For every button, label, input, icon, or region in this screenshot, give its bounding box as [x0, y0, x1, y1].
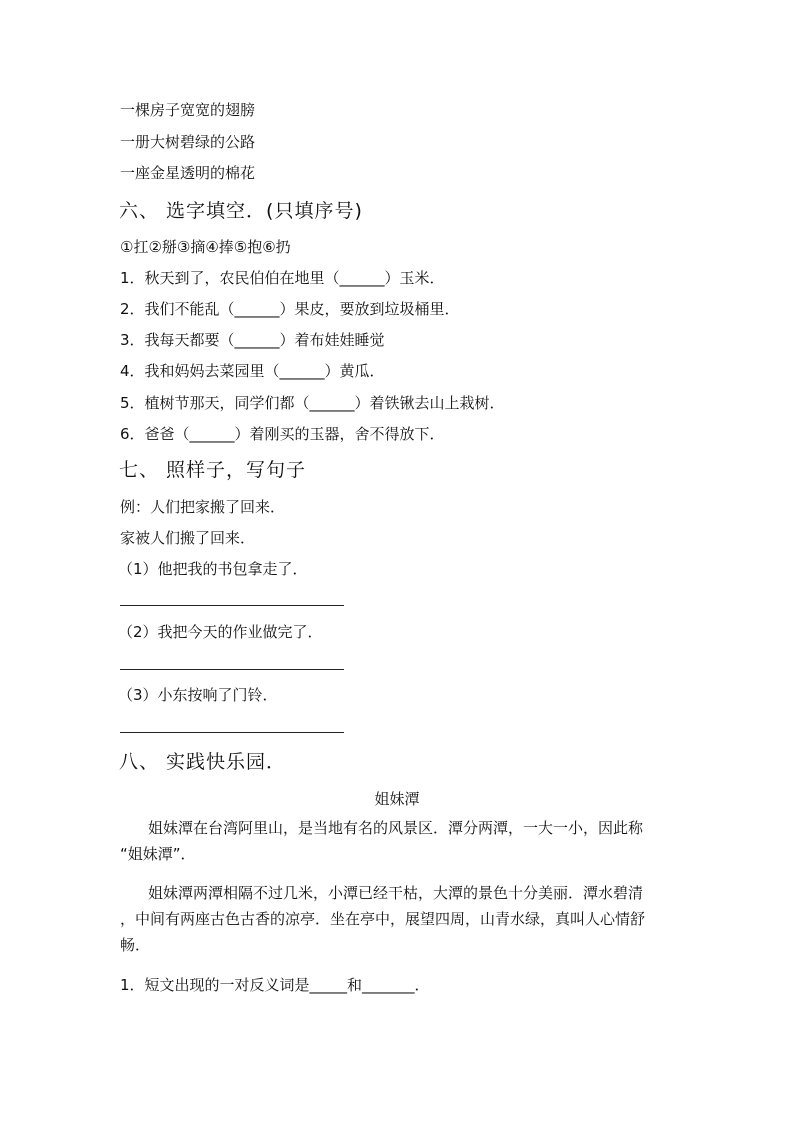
para2-line3: 畅．: [120, 936, 151, 954]
para1-line2: “姐妹潭”．: [120, 845, 196, 863]
section-6-question-5: 5．植树节那天，同学们都（______）着铁锹去山上栽树．: [120, 394, 505, 412]
text-line-1: 一棵房子宽宽的翅膀: [120, 101, 256, 119]
section-6-question-6: 6．爸爸（______）着刚买的玉器，舍不得放下．: [120, 425, 445, 443]
para2-line2: ，中间有两座古色古香的凉亭．坐在亭中，展望四周，山青水绿，真叫人心情舒: [120, 910, 646, 928]
section-6-question-2: 2．我们不能乱（______）果皮，要放到垃圾桶里．: [120, 300, 460, 318]
passage-paragraph-1: [120, 815, 676, 867]
section-7-item-2: （2）我把今天的作业做完了．: [118, 623, 323, 641]
text-line-2: 一册大树碧绿的公路: [120, 133, 256, 151]
answer-line-1[interactable]: [120, 605, 344, 606]
para2-line1: 姐妹潭两潭相隔不过几米，小潭已经干枯，大潭的景色十分美丽．潭水碧清: [148, 884, 644, 902]
answer-line-3[interactable]: [120, 732, 344, 733]
passage-paragraph-2: [120, 880, 676, 958]
section-6-options: ①扛②掰③摘④捧⑤抱⑥扔: [120, 238, 291, 256]
answer-line-2[interactable]: [120, 669, 344, 670]
section-7-item-1: （1）他把我的书包拿走了．: [118, 560, 308, 578]
section-8-title: 八、 实践快乐园．: [119, 751, 287, 773]
section-7-example-2: 家被人们搬了回来．: [120, 529, 256, 547]
section-7-title: 七、 照样子，写句子: [119, 459, 307, 481]
section-6-question-4: 4．我和妈妈去菜园里（______）黄瓜．: [120, 362, 385, 380]
section-6-question-1: 1．秋天到了，农民伯伯在地里（______）玉米．: [120, 269, 445, 287]
passage-title: 姐妹潭: [374, 790, 420, 808]
section-7-item-3: （3）小东按响了门铃．: [118, 686, 278, 704]
passage-question-1: 1．短文出现的一对反义词是_____和_______．: [120, 976, 430, 994]
section-6-question-3: 3．我每天都要（______）着布娃娃睡觉: [120, 331, 385, 349]
para1-line1: 姐妹潭在台湾阿里山，是当地有名的风景区．潭分两潭，一大一小，因此称: [148, 819, 644, 837]
section-6-title: 六、 选字填空．(只填序号): [119, 200, 363, 222]
text-line-3: 一座金星透明的棉花: [120, 164, 256, 182]
section-7-example-1: 例：人们把家搬了回来．: [120, 498, 286, 516]
